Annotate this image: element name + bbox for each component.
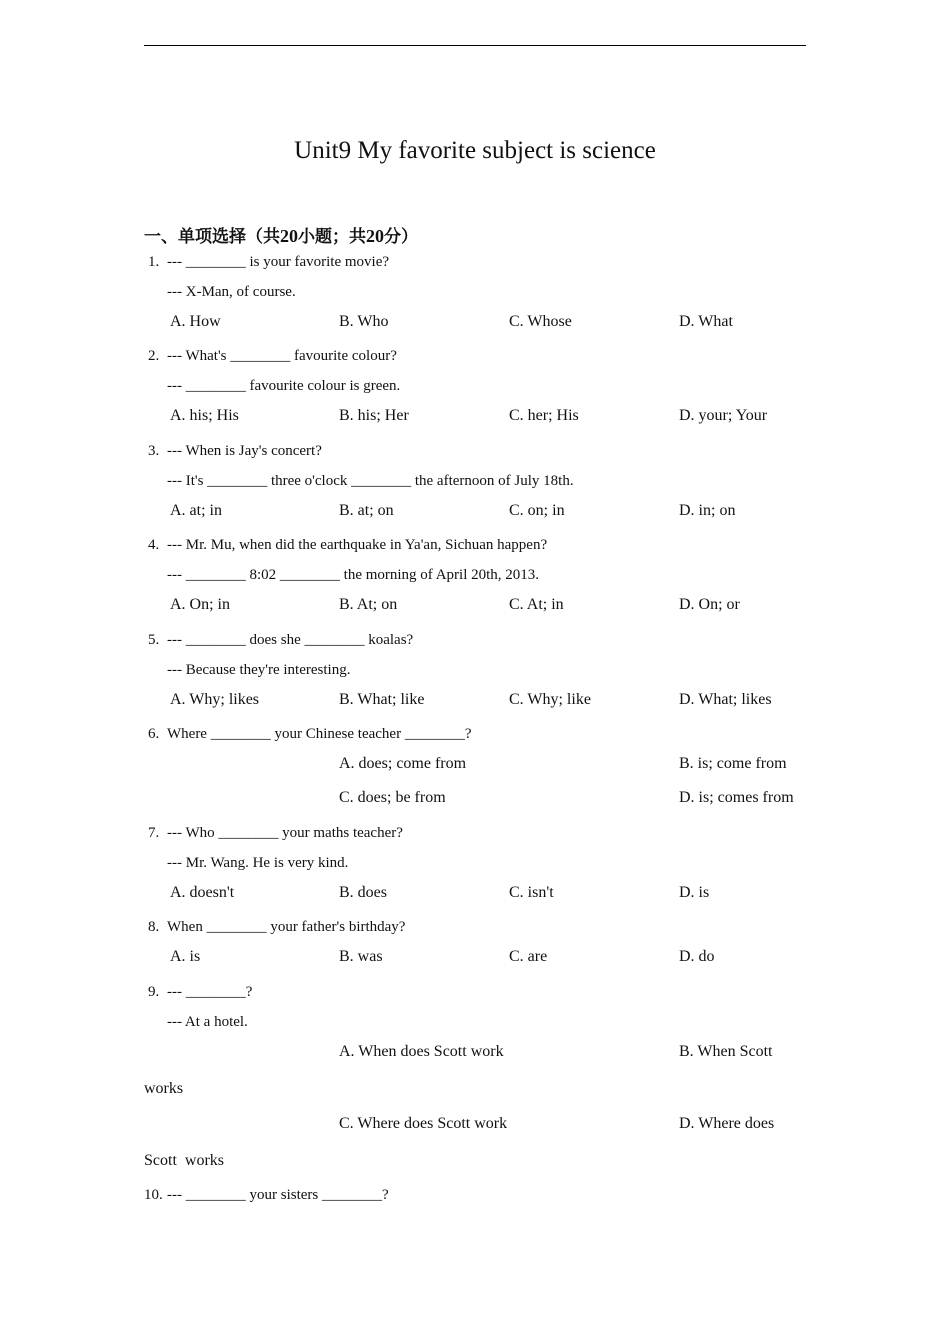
question-number: 2. [148,348,160,364]
option-d: D. Where does [679,1115,775,1132]
question-number: 10. [144,1187,163,1203]
option-b: B. What; like [339,691,425,708]
option-d: D. do [679,948,715,965]
question-line: --- ________ is your favorite movie? [167,254,390,270]
page-title: Unit9 My favorite subject is science [294,137,656,164]
section-heading-part2: 小题；共 [298,227,366,247]
option-d-continuation: Scott works [144,1152,224,1169]
question-line: --- Who ________ your maths teacher? [167,825,403,841]
option-c: C. Where does Scott work [339,1115,508,1132]
option-c: C. At; in [509,596,564,613]
question-line: --- When is Jay's concert? [167,443,322,459]
option-b: B. is; come from [679,755,787,772]
option-a: A. On; in [170,596,230,613]
question-line: --- It's ________ three o'clock ________ the afternoon of July 18th. [167,473,574,489]
option-d: D. On; or [679,596,740,613]
option-d: D. What [679,313,733,330]
question-line: --- ________ favourite colour is green. [167,378,401,394]
option-b: B. does [339,884,387,901]
option-a: A. his; His [170,407,239,424]
option-a: A. When does Scott work [339,1043,504,1060]
option-b: B. at; on [339,502,394,519]
question-number: 6. [148,726,160,742]
section-heading-part1: 一、单项选择（共 [144,227,280,247]
option-b: B. Who [339,313,389,330]
option-c: C. Whose [509,313,572,330]
question-line: --- Mr. Mu, when did the earthquake in Ya'an, Sichuan happen? [167,537,548,553]
section-heading-part3: 分） [384,227,418,247]
question-line: --- Because they're interesting. [167,662,351,678]
question-line: --- ________ your sisters ________? [167,1187,389,1203]
question-number: 8. [148,919,160,935]
option-d: D. in; on [679,502,736,519]
option-b: B. his; Her [339,407,409,424]
question-line: --- ________ does she ________ koalas? [167,632,414,648]
option-d: D. is; comes from [679,789,794,806]
question-number: 1. [148,254,160,270]
option-c: C. Why; like [509,691,591,708]
question-line: --- ________? [167,984,253,1000]
option-c: C. are [509,948,548,965]
option-b: B. At; on [339,596,398,613]
section-heading-count: 20 [280,226,298,246]
section-heading [144,224,418,249]
question-line: Where ________ your Chinese teacher ________? [167,726,472,742]
option-a: A. doesn't [170,884,235,901]
question-line: --- What's ________ favourite colour? [167,348,397,364]
option-c: C. does; be from [339,789,446,806]
option-a: A. at; in [170,502,222,519]
question-line: --- ________ 8:02 ________ the morning of April 20th, 2013. [167,567,540,583]
question-line: --- Mr. Wang. He is very kind. [167,855,349,871]
question-number: 3. [148,443,160,459]
question-number: 5. [148,632,160,648]
question-number: 4. [148,537,160,553]
option-b: B. When Scott [679,1043,773,1060]
option-a: A. Why; likes [170,691,260,708]
section-heading-score: 20 [366,226,384,246]
option-d: D. is [679,884,710,901]
option-b: B. was [339,948,383,965]
question-number: 7. [148,825,160,841]
option-a: A. is [170,948,201,965]
header-rule [144,45,806,46]
option-a: A. does; come from [339,755,467,772]
option-b-continuation: works [144,1080,184,1097]
question-number: 9. [148,984,160,1000]
option-d: D. your; Your [679,407,768,424]
question-line: --- X-Man, of course. [167,284,296,300]
question-line: --- At a hotel. [167,1014,248,1030]
option-d: D. What; likes [679,691,772,708]
option-c: C. isn't [509,884,554,901]
option-c: C. her; His [509,407,579,424]
option-c: C. on; in [509,502,565,519]
option-a: A. How [170,313,221,330]
question-line: When ________ your father's birthday? [167,919,406,935]
